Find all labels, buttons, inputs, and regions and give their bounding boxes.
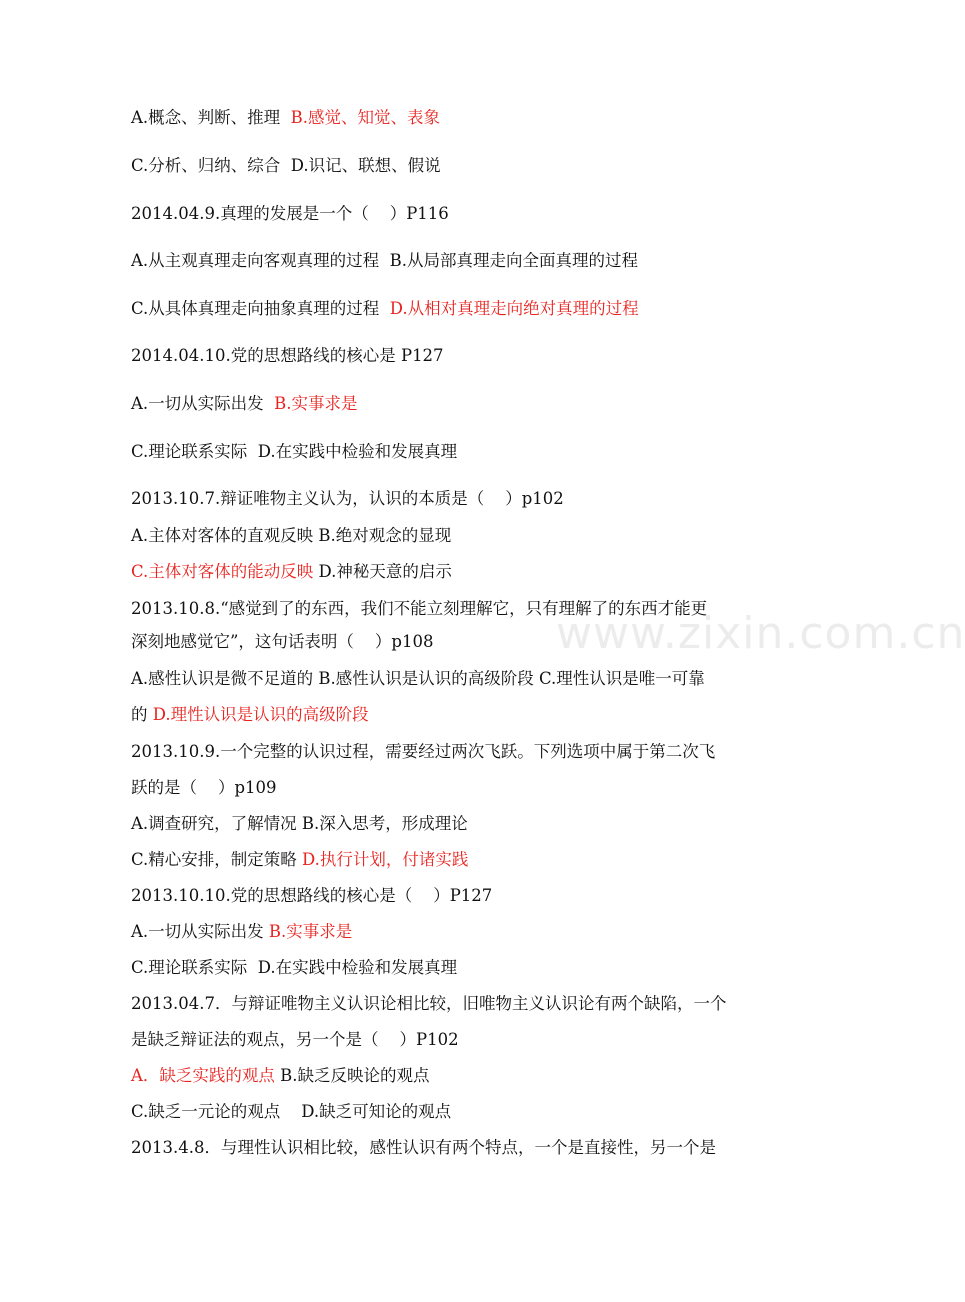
answer-highlight: D.执行计划，付诸实践: [302, 850, 469, 869]
text-segment: C.精心安排，制定策略: [131, 850, 303, 869]
answer-highlight: A．缺乏实践的观点: [131, 1066, 275, 1085]
text-segment: C.理论联系实际 D.在实践中检验和发展真理: [131, 958, 458, 977]
text-line: [131, 1065, 430, 1087]
text-segment: A.一切从实际出发: [131, 394, 275, 413]
text-segment: A.感性认识是微不足道的 B.感性认识是认识的高级阶段 C.理性认识是唯一可靠: [131, 669, 705, 688]
answer-highlight: D.从相对真理走向绝对真理的过程: [389, 299, 639, 318]
text-segment: C.理论联系实际 D.在实践中检验和发展真理: [131, 442, 458, 461]
text-segment: 2014.04.9.真理的发展是一个（ ）P116: [131, 204, 449, 223]
text-line: [131, 1101, 451, 1123]
text-segment: A.从主观真理走向客观真理的过程 B.从局部真理走向全面真理的过程: [131, 251, 639, 270]
text-segment: 深刻地感觉它”，这句话表明（ ）p108: [131, 632, 434, 651]
text-segment: 2013.10.7.辩证唯物主义认为，认识的本质是（ ）p102: [131, 489, 564, 508]
text-line: [131, 203, 449, 225]
text-segment: 2013.10.10.党的思想路线的核心是（ ）P127: [131, 886, 493, 905]
text-segment: C.分析、归纳、综合 D.识记、联想、假说: [131, 156, 441, 175]
text-segment: B.缺乏反映论的观点: [274, 1066, 430, 1085]
text-line: [131, 777, 277, 799]
text-line: [131, 561, 452, 583]
text-segment: A.主体对客体的直观反映 B.绝对观念的显现: [131, 526, 452, 545]
watermark: www.zixin.com.cn: [556, 608, 965, 659]
text-segment: 2014.04.10.党的思想路线的核心是 P127: [131, 346, 444, 365]
answer-highlight: B.实事求是: [268, 922, 353, 941]
text-line: [131, 741, 715, 763]
text-segment: 是缺乏辩证法的观点，另一个是（ ）P102: [131, 1030, 459, 1049]
text-segment: A.概念、判断、推理: [131, 108, 291, 127]
text-line: [131, 668, 705, 690]
text-line: [131, 441, 457, 463]
text-line: [131, 345, 444, 367]
text-line: [131, 598, 707, 620]
text-segment: 2013.10.9.一个完整的认识过程，需要经过两次飞跃。下列选项中属于第二次飞: [131, 742, 716, 761]
text-segment: 2013.10.8.“感觉到了的东西，我们不能立刻理解它，只有理解了的东西才能更: [131, 599, 708, 618]
answer-highlight: D.理性认识是认识的高级阶段: [152, 705, 369, 724]
text-line: [131, 631, 433, 653]
text-line: [131, 488, 564, 510]
text-line: [131, 704, 369, 726]
text-line: [131, 813, 468, 835]
text-segment: 跃的是（ ）p109: [131, 778, 277, 797]
answer-highlight: B.感觉、知觉、表象: [290, 108, 441, 127]
text-line: [131, 957, 457, 979]
text-line: [131, 885, 492, 907]
text-line: [131, 921, 352, 943]
text-line: [131, 993, 726, 1015]
text-segment: C.缺乏一元论的观点 D.缺乏可知论的观点: [131, 1102, 452, 1121]
text-line: [131, 298, 639, 320]
text-line: [131, 525, 451, 547]
answer-highlight: C.主体对客体的能动反映: [131, 562, 314, 581]
text-line: [131, 250, 638, 272]
text-line: [131, 1137, 716, 1159]
answer-highlight: B.实事求是: [274, 394, 358, 413]
text-segment: D.神秘天意的启示: [313, 562, 452, 581]
text-segment: 2013.4.8．与理性认识相比较，感性认识有两个特点，一个是直接性，另一个是: [131, 1138, 716, 1157]
text-segment: 2013.04.7．与辩证唯物主义认识论相比较，旧唯物主义认识论有两个缺陷，一个: [131, 994, 727, 1013]
text-line: [131, 1029, 459, 1051]
text-line: [131, 155, 441, 177]
text-segment: C.从具体真理走向抽象真理的过程: [131, 299, 390, 318]
text-segment: 的: [131, 705, 153, 724]
text-segment: A.一切从实际出发: [131, 922, 269, 941]
text-line: [131, 107, 440, 129]
text-line: [131, 393, 358, 415]
text-segment: A.调查研究，了解情况 B.深入思考，形成理论: [131, 814, 468, 833]
text-line: [131, 849, 468, 871]
